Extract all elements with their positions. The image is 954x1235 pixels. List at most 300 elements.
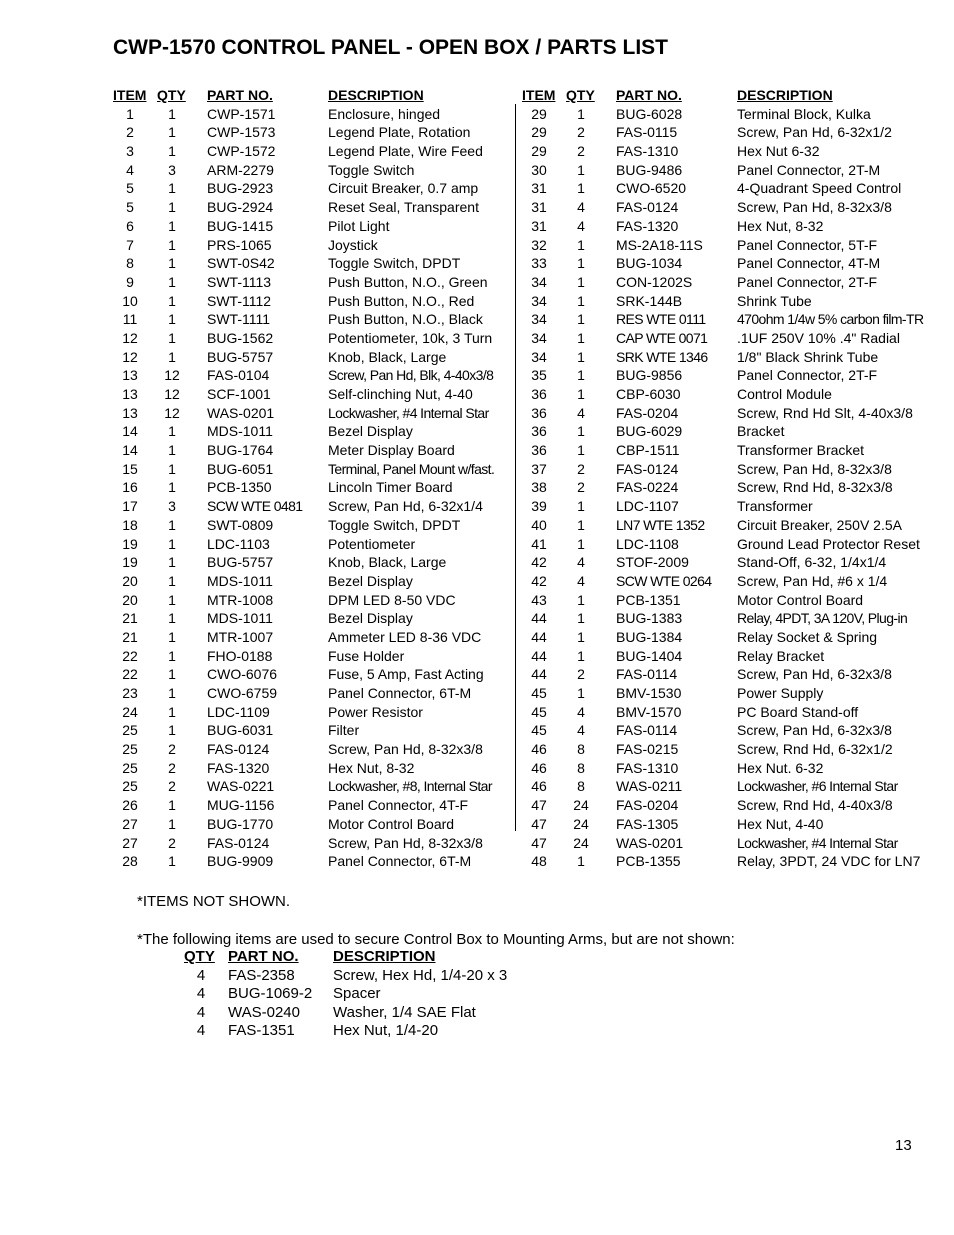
cell-description: Joystick — [328, 236, 378, 253]
cell-qty: 1 — [168, 105, 176, 122]
cell-qty: 1 — [577, 255, 585, 272]
cell-qty: 1 — [577, 292, 585, 309]
header-qty: QTY — [157, 87, 186, 103]
cell-description: Knob, Black, Large — [328, 554, 447, 571]
cell-qty: 1 — [577, 685, 585, 701]
header-item: ITEM — [113, 87, 147, 103]
cell-item: 1 — [126, 105, 134, 122]
cell-part-no: SWT-1112 — [207, 292, 272, 309]
cell-item: 25 — [122, 759, 138, 776]
cell-description: Circuit Breaker, 250V 2.5A — [737, 516, 902, 533]
cell-description: Washer, 1/4 SAE Flat — [333, 1003, 476, 1021]
cell-qty: 1 — [577, 591, 585, 608]
cell-item: 29 — [531, 124, 547, 141]
cell-qty: 1 — [577, 386, 585, 402]
cell-part-no: BUG-5757 — [207, 554, 274, 571]
cell-part-no: ARM-2279 — [207, 161, 274, 178]
cell-item: 19 — [122, 554, 138, 571]
cell-part-no: CON-1202S — [616, 273, 693, 290]
cell-item: 14 — [122, 442, 138, 459]
cell-item: 36 — [531, 386, 547, 402]
cell-part-no: SWT-1111 — [207, 311, 271, 328]
cell-description: Fuse Holder — [328, 647, 405, 664]
cell-description: Lockwasher, #4 Internal Star — [737, 834, 898, 851]
cell-item: 8 — [126, 255, 134, 272]
cell-item: 44 — [531, 628, 547, 645]
cell-qty: 2 — [577, 124, 585, 141]
cell-part-no: FAS-0204 — [616, 404, 679, 421]
cell-description: Lockwasher, #6 Internal Star — [737, 778, 898, 795]
cell-part-no: FAS-1310 — [616, 143, 679, 160]
cell-qty: 1 — [168, 628, 176, 645]
cell-qty: 1 — [168, 217, 176, 234]
cell-item: 33 — [531, 255, 547, 272]
cell-part-no: CWP-1573 — [207, 124, 276, 141]
cell-part-no: CBP-1511 — [616, 442, 680, 459]
cell-item: 5 — [126, 180, 134, 197]
cell-qty: 2 — [577, 479, 585, 496]
cell-description: 4-Quadrant Speed Control — [737, 180, 902, 197]
cell-part-no: LDC-1107 — [616, 498, 679, 515]
cell-qty: 1 — [577, 853, 585, 870]
cell-part-no: FAS-0114 — [616, 666, 678, 683]
cell-part-no: BUG-1383 — [616, 610, 683, 627]
cell-item: 9 — [126, 273, 134, 290]
cell-description: Hex Nut. 6-32 — [737, 759, 824, 776]
cell-item: 29 — [531, 143, 547, 160]
cell-item: 20 — [122, 572, 138, 589]
cell-qty: 1 — [168, 647, 176, 664]
cell-part-no: MTR-1007 — [207, 628, 274, 645]
cell-item: 44 — [531, 647, 547, 664]
cell-qty: 1 — [577, 105, 585, 122]
cell-qty: 1 — [168, 797, 176, 814]
cell-description: Screw, Pan Hd, 8-32x3/8 — [328, 741, 483, 758]
cell-part-no: WAS-0201 — [616, 834, 684, 851]
cell-part-no: BUG-1404 — [616, 647, 683, 664]
cell-qty: 1 — [168, 124, 176, 141]
cell-description: Panel Connector, 6T-M — [328, 853, 472, 870]
cell-item: 46 — [531, 778, 547, 795]
cell-qty: 1 — [168, 273, 176, 290]
cell-item: 7 — [126, 236, 134, 253]
cell-qty: 2 — [168, 741, 176, 758]
cell-item: 21 — [122, 628, 138, 645]
cell-description: Enclosure, hinged — [328, 105, 441, 122]
cell-part-no: PCB-1351 — [616, 591, 681, 608]
cell-qty: 1 — [168, 292, 176, 309]
cell-description: Bezel Display — [328, 423, 413, 440]
cell-part-no: BMV-1570 — [616, 703, 682, 720]
cell-description: Transformer — [737, 498, 813, 515]
cell-part-no: FAS-0124 — [207, 834, 270, 851]
cell-qty: 24 — [573, 797, 589, 814]
cell-part-no: CBP-6030 — [616, 386, 681, 402]
cell-qty: 1 — [168, 460, 176, 477]
cell-qty: 2 — [577, 666, 585, 683]
cell-item: 37 — [531, 460, 547, 477]
cell-description: Relay, 3PDT, 24 VDC for LN7 — [737, 853, 921, 870]
cell-qty: 1 — [577, 423, 585, 440]
cell-qty: 1 — [168, 516, 176, 533]
cell-part-no: BUG-1770 — [207, 815, 274, 832]
cell-part-no: MTR-1008 — [207, 591, 274, 608]
cell-qty: 3 — [168, 161, 176, 178]
cell-qty: 4 — [196, 1022, 206, 1040]
cell-qty: 12 — [164, 367, 180, 384]
cell-qty: 2 — [168, 778, 176, 795]
cell-part-no: PRS-1065 — [207, 236, 272, 253]
cell-part-no: BUG-1562 — [207, 329, 274, 346]
cell-item: 18 — [122, 516, 138, 533]
cell-description: Screw, Rnd Hd, 4-40x3/8 — [737, 797, 893, 814]
cell-description: PC Board Stand-off — [737, 703, 859, 720]
cell-part-no: BUG-1034 — [616, 255, 683, 272]
cell-description: Legend Plate, Wire Feed — [328, 143, 483, 160]
cell-part-no: BUG-6031 — [207, 722, 274, 739]
cell-qty: 1 — [577, 161, 585, 178]
cell-item: 35 — [531, 367, 547, 384]
cell-description: Relay Bracket — [737, 647, 825, 664]
cell-item: 21 — [122, 610, 138, 627]
cell-description: Screw, Pan Hd, #6 x 1/4 — [737, 572, 888, 589]
cell-item: 6 — [126, 217, 134, 234]
cell-description: Panel Connector, 2T-F — [737, 273, 878, 290]
cell-qty: 1 — [168, 554, 176, 571]
cell-item: 16 — [122, 479, 138, 496]
cell-description: Panel Connector, 2T-M — [737, 161, 881, 178]
cell-item: 10 — [122, 292, 138, 309]
cell-part-no: SWT-0S42 — [207, 255, 275, 272]
cell-item: 15 — [122, 460, 138, 477]
cell-description: Relay Socket & Spring — [737, 628, 878, 645]
cell-description: Circuit Breaker, 0.7 amp — [328, 180, 479, 197]
cell-qty: 1 — [168, 329, 176, 346]
cell-description: Hex Nut 6-32 — [737, 143, 820, 160]
cell-item: 34 — [531, 311, 547, 328]
cell-item: 46 — [531, 741, 547, 758]
cell-description: Screw, Pan Hd, 8-32x3/8 — [328, 834, 483, 851]
cell-part-no: LDC-1108 — [616, 535, 679, 552]
cell-item: 17 — [122, 498, 138, 515]
cell-qty: 1 — [168, 722, 176, 739]
cell-description: Fuse, 5 Amp, Fast Acting — [328, 666, 484, 683]
cell-description: Power Resistor — [328, 703, 423, 720]
cell-qty: 4 — [196, 985, 206, 1003]
cell-description: Ammeter LED 8-36 VDC — [328, 628, 482, 645]
cell-part-no: WAS-0211 — [616, 778, 683, 795]
cell-part-no: CWP-1571 — [207, 105, 276, 122]
cell-part-no: CAP WTE 0071 — [616, 329, 708, 346]
cell-item: 47 — [531, 834, 547, 851]
cell-qty: 4 — [577, 554, 585, 571]
cell-item: 34 — [531, 273, 547, 290]
cell-part-no: BUG-9856 — [616, 367, 683, 384]
cell-part-no: LN7 WTE 1352 — [616, 516, 705, 533]
cell-qty: 1 — [577, 329, 585, 346]
cell-part-no: SCW WTE 0264 — [616, 572, 712, 589]
cell-description: 470ohm 1/4w 5% carbon film-TR — [737, 311, 924, 328]
cell-part-no: SWT-1113 — [207, 273, 272, 290]
cell-item: 41 — [531, 535, 547, 552]
cell-description: Screw, Pan Hd, 6-32x1/4 — [328, 498, 483, 515]
cell-description: Panel Connector, 6T-M — [328, 685, 472, 701]
cell-qty: 8 — [577, 778, 585, 795]
cell-item: 38 — [531, 479, 547, 496]
cell-item: 23 — [122, 685, 138, 701]
cell-item: 40 — [531, 516, 547, 533]
cell-description: Hex Nut, 8-32 — [328, 759, 415, 776]
cell-item: 42 — [531, 554, 547, 571]
cell-description: Hex Nut, 1/4-20 — [333, 1022, 439, 1040]
cell-item: 42 — [531, 572, 547, 589]
cell-qty: 2 — [168, 759, 176, 776]
cell-description: Screw, Rnd Hd, 8-32x3/8 — [737, 479, 893, 496]
cell-description: Screw, Pan Hd, 6-32x1/2 — [737, 124, 892, 141]
cell-description: Control Module — [737, 386, 832, 402]
cell-description: Lockwasher, #8, Internal Star — [328, 778, 492, 795]
cell-qty: 4 — [577, 572, 585, 589]
cell-description: Panel Connector, 5T-F — [737, 236, 878, 253]
cell-description: Motor Control Board — [328, 815, 455, 832]
cell-part-no: BUG-6029 — [616, 423, 683, 440]
cell-description: Hex Nut, 8-32 — [737, 217, 824, 234]
cell-qty: 2 — [168, 834, 176, 851]
cell-item: 34 — [531, 292, 547, 309]
cell-item: 25 — [122, 778, 138, 795]
cell-qty: 1 — [168, 348, 176, 365]
cell-qty: 4 — [577, 722, 585, 739]
cell-description: Motor Control Board — [737, 591, 864, 608]
cell-description: Self-clinching Nut, 4-40 — [328, 386, 473, 402]
cell-part-no: FAS-1305 — [616, 815, 679, 832]
cell-part-no: FAS-1310 — [616, 759, 679, 776]
cell-qty: 1 — [168, 311, 176, 328]
cell-part-no: BUG-9486 — [616, 161, 683, 178]
cell-description: Shrink Tube — [737, 292, 812, 309]
cell-item: 31 — [531, 180, 547, 197]
cell-qty: 1 — [577, 516, 585, 533]
cell-description: Panel Connector, 2T-F — [737, 367, 878, 384]
cell-part-no: BUG-2923 — [207, 180, 274, 197]
cell-qty: 12 — [164, 386, 180, 402]
cell-qty: 1 — [168, 703, 176, 720]
cell-item: 22 — [122, 647, 138, 664]
cell-qty: 1 — [577, 273, 585, 290]
cell-qty: 1 — [168, 591, 176, 608]
header-qty: QTY — [566, 87, 595, 103]
cell-description: Screw, Rnd Hd Slt, 4-40x3/8 — [737, 404, 913, 421]
cell-item: 19 — [122, 535, 138, 552]
cell-part-no: FAS-0124 — [616, 199, 679, 216]
cell-part-no: SCW WTE 0481 — [207, 498, 303, 515]
cell-description: 1/8" Black Shrink Tube — [737, 348, 879, 365]
cell-description: Toggle Switch, DPDT — [328, 255, 461, 272]
cell-item: 36 — [531, 423, 547, 440]
cell-qty: 4 — [577, 404, 585, 421]
header-description: DESCRIPTION — [328, 87, 424, 103]
cell-part-no: FAS-0124 — [207, 741, 270, 758]
cell-part-no: FAS-2358 — [228, 966, 295, 984]
cell-part-no: SRK-144B — [616, 292, 683, 309]
cell-part-no: FAS-0124 — [616, 460, 679, 477]
cell-item: 24 — [122, 703, 138, 720]
cell-item: 45 — [531, 703, 547, 720]
cell-description: Push Button, N.O., Green — [328, 273, 488, 290]
cell-qty: 2 — [577, 460, 585, 477]
cell-part-no: MUG-1156 — [207, 797, 275, 814]
cell-description: Meter Display Board — [328, 442, 455, 459]
cell-part-no: CWO-6759 — [207, 685, 278, 701]
cell-item: 34 — [531, 348, 547, 365]
cell-description: Push Button, N.O., Black — [328, 311, 483, 328]
cell-description: Ground Lead Protector Reset — [737, 535, 920, 552]
cell-item: 11 — [122, 311, 138, 328]
cell-item: 43 — [531, 591, 547, 608]
cell-description: Lockwasher, #4 Internal Star — [328, 404, 489, 421]
cell-qty: 1 — [168, 853, 176, 870]
cell-qty: 1 — [168, 815, 176, 832]
cell-item: 3 — [126, 143, 134, 160]
cell-part-no: CWP-1572 — [207, 143, 276, 160]
cell-description: Terminal, Panel Mount w/fast. — [328, 460, 495, 477]
cell-part-no: CWO-6076 — [207, 666, 278, 683]
cell-part-no: MS-2A18-11S — [616, 236, 703, 253]
page-title: CWP-1570 CONTROL PANEL - OPEN BOX / PARTS LIST — [113, 36, 669, 59]
cell-qty: 1 — [577, 180, 585, 197]
cell-description: Bracket — [737, 423, 785, 440]
cell-description: Screw, Hex Hd, 1/4-20 x 3 — [333, 966, 508, 984]
cell-qty: 1 — [168, 423, 176, 440]
cell-part-no: MDS-1011 — [207, 610, 273, 627]
cell-description: Relay, 4PDT, 3A 120V, Plug-in — [737, 610, 908, 627]
cell-description: Panel Connector, 4T-F — [328, 797, 469, 814]
cell-item: 47 — [531, 797, 547, 814]
cell-part-no: BUG-6051 — [207, 460, 274, 477]
cell-item: 14 — [122, 423, 138, 440]
cell-description: Screw, Pan Hd, 8-32x3/8 — [737, 199, 892, 216]
cell-part-no: FAS-0104 — [207, 367, 270, 384]
cell-qty: 1 — [168, 666, 176, 683]
page-number: 13 — [895, 1137, 912, 1154]
cell-qty: 2 — [577, 143, 585, 160]
cell-part-no: MDS-1011 — [207, 423, 273, 440]
cell-item: 2 — [126, 124, 134, 141]
cell-part-no: FAS-0115 — [616, 124, 678, 141]
note-items-not-shown: *ITEMS NOT SHOWN. — [137, 893, 291, 910]
cell-part-no: STOF-2009 — [616, 554, 689, 571]
cell-item: 22 — [122, 666, 138, 683]
cell-qty: 1 — [168, 610, 176, 627]
cell-item: 44 — [531, 666, 547, 683]
cell-description: Power Supply — [737, 685, 824, 701]
cell-part-no: FAS-0204 — [616, 797, 679, 814]
cell-item: 48 — [531, 853, 547, 870]
cell-qty: 1 — [577, 647, 585, 664]
cell-part-no: FAS-0215 — [616, 741, 679, 758]
cell-description: DPM LED 8-50 VDC — [328, 591, 456, 608]
cell-description: Transformer Bracket — [737, 442, 865, 459]
cell-description: Screw, Pan Hd, 8-32x3/8 — [737, 460, 892, 477]
cell-item: 5 — [126, 199, 134, 216]
cell-description: Screw, Pan Hd, 6-32x3/8 — [737, 722, 892, 739]
cell-item: 44 — [531, 610, 547, 627]
cell-qty: 12 — [164, 404, 180, 421]
cell-qty: 1 — [577, 498, 585, 515]
cell-part-no: BUG-9909 — [207, 853, 274, 870]
cell-item: 36 — [531, 404, 547, 421]
cell-part-no: BUG-1069-2 — [228, 985, 313, 1003]
cell-item: 30 — [531, 161, 547, 178]
cell-part-no: RES WTE 0111 — [616, 311, 706, 328]
cell-description: Screw, Pan Hd, Blk, 4-40x3/8 — [328, 367, 494, 384]
cell-description: Terminal Block, Kulka — [737, 105, 871, 122]
cell-qty: 8 — [577, 741, 585, 758]
cell-qty: 1 — [577, 610, 585, 627]
cell-part-no: FAS-0114 — [616, 722, 678, 739]
cell-qty: 4 — [196, 966, 206, 984]
cell-qty: 3 — [168, 498, 176, 515]
cell-description: Push Button, N.O., Red — [328, 292, 475, 309]
cell-qty: 1 — [168, 535, 176, 552]
cell-part-no: BUG-6028 — [616, 105, 683, 122]
cell-description: Panel Connector, 4T-M — [737, 255, 881, 272]
cell-description: Toggle Switch, DPDT — [328, 516, 461, 533]
cell-item: 25 — [122, 741, 138, 758]
cell-item: 13 — [122, 367, 138, 384]
cell-part-no: LDC-1109 — [207, 703, 270, 720]
cell-qty: 1 — [577, 311, 585, 328]
header-part-no: PART NO. — [616, 87, 682, 103]
cell-part-no: SCF-1001 — [207, 386, 271, 402]
cell-qty: 1 — [577, 348, 585, 365]
cell-item: 31 — [531, 199, 547, 216]
cell-description: Filter — [328, 722, 360, 739]
cell-description: Hex Nut, 4-40 — [737, 815, 824, 832]
cell-qty: 1 — [168, 236, 176, 253]
cell-item: 12 — [122, 329, 138, 346]
cell-description: .1UF 250V 10% .4" Radial — [737, 329, 900, 346]
cell-qty: 4 — [577, 217, 585, 234]
cell-part-no: FAS-0224 — [616, 479, 679, 496]
cell-part-no: SWT-0809 — [207, 516, 274, 533]
cell-qty: 1 — [168, 442, 176, 459]
header-qty: QTY — [184, 948, 215, 965]
cell-description: Bezel Display — [328, 572, 413, 589]
cell-part-no: BUG-2924 — [207, 199, 274, 216]
cell-item: 47 — [531, 815, 547, 832]
cell-item: 36 — [531, 442, 547, 459]
cell-item: 32 — [531, 236, 547, 253]
header-item: ITEM — [522, 87, 556, 103]
cell-qty: 24 — [573, 834, 589, 851]
cell-part-no: WAS-0240 — [228, 1003, 300, 1021]
cell-description: Lincoln Timer Board — [328, 479, 453, 496]
cell-description: Legend Plate, Rotation — [328, 124, 471, 141]
cell-qty: 1 — [577, 535, 585, 552]
cell-qty: 1 — [577, 442, 585, 459]
header-description: DESCRIPTION — [737, 87, 833, 103]
cell-qty: 1 — [168, 180, 176, 197]
cell-item: 13 — [122, 386, 138, 402]
cell-description: Screw, Pan Hd, 6-32x3/8 — [737, 666, 892, 683]
note-mounting-items: *The following items are used to secure Control Box to Mounting Arms, but are not shown: — [137, 931, 735, 948]
cell-item: 26 — [122, 797, 138, 814]
cell-item: 12 — [122, 348, 138, 365]
cell-part-no: FAS-1351 — [228, 1022, 295, 1040]
cell-item: 39 — [531, 498, 547, 515]
cell-qty: 1 — [168, 199, 176, 216]
